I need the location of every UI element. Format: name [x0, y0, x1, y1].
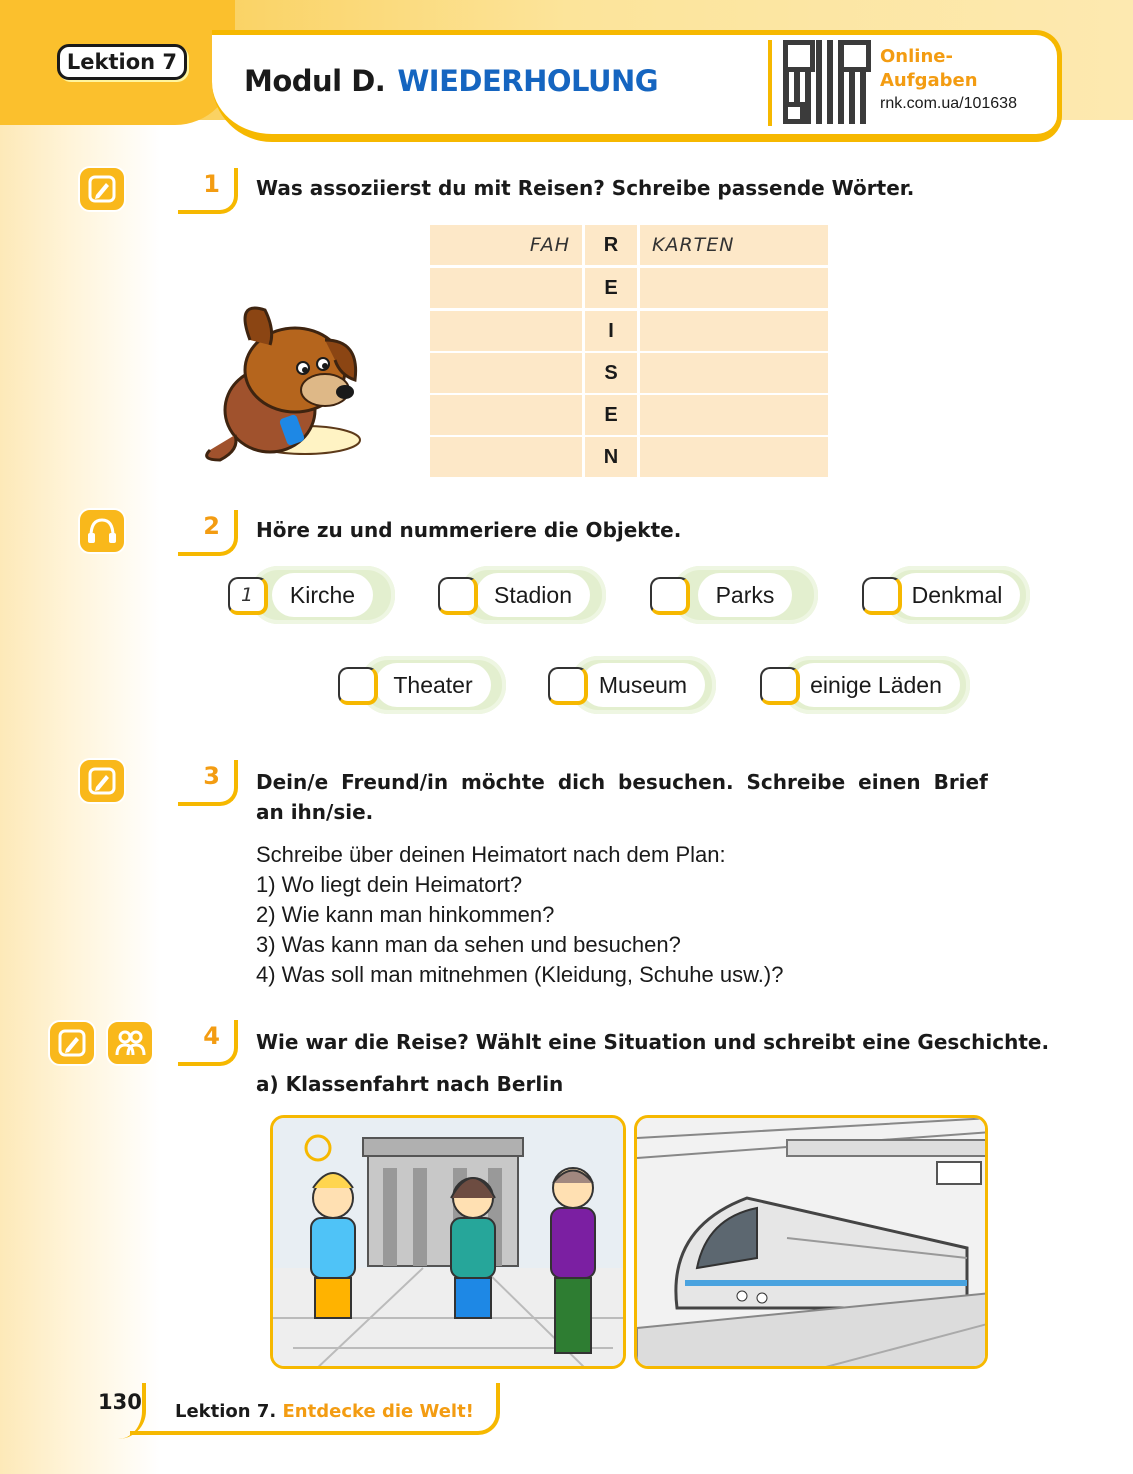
- grid-cell-left[interactable]: [430, 395, 582, 435]
- object-chip-stadion: Stadion: [460, 566, 606, 624]
- plan-item: 4) Was soll man mitnehmen (Kleidung, Schuhe usw.)?: [256, 962, 784, 987]
- online-label-line1: Online-: [880, 46, 953, 67]
- page-title: [244, 64, 658, 98]
- grid-cell-right[interactable]: [640, 268, 828, 308]
- grid-cell-left[interactable]: [430, 268, 582, 308]
- grid-cell-right[interactable]: [640, 311, 828, 351]
- dog-writing-illustration: [195, 300, 375, 470]
- grid-cell-left[interactable]: FAH: [430, 225, 582, 265]
- grid-cell-letter: S: [585, 353, 637, 393]
- exercise3-intro: Schreibe über deinen Heimatort nach dem Plan:: [256, 842, 726, 867]
- pencil-icon: [78, 758, 126, 804]
- exercise1-title: Was assoziierst du mit Reisen? Schreibe passende Wörter.: [256, 176, 915, 200]
- grid-cell-letter: E: [585, 268, 637, 308]
- modul-title-part1: Modul D.: [244, 64, 386, 98]
- plan-item: 3) Was kann man da sehen und besuchen?: [256, 932, 681, 957]
- object-chip-kirche: Kirche: [250, 566, 395, 624]
- number-box[interactable]: [650, 577, 690, 615]
- number-box[interactable]: [438, 577, 478, 615]
- number-box[interactable]: [862, 577, 902, 615]
- grid-cell-letter: R: [585, 225, 637, 265]
- grid-cell-letter: I: [585, 311, 637, 351]
- grid-cell-right[interactable]: [640, 395, 828, 435]
- header-divider: [768, 40, 772, 126]
- lektion-label: Lektion 7: [57, 44, 187, 80]
- page-number: 130: [98, 1390, 142, 1414]
- object-chip-museum: Museum: [570, 656, 716, 714]
- grid-cell-right[interactable]: [640, 437, 828, 477]
- number-box[interactable]: [760, 667, 800, 705]
- number-box[interactable]: 1: [228, 577, 268, 615]
- grid-cell-right[interactable]: KARTEN: [640, 225, 828, 265]
- footer-lesson-title: [175, 1401, 474, 1422]
- object-chip-einige-laeden: einige Läden: [782, 656, 970, 714]
- footer-lesson-name: Entdecke die Welt!: [282, 1401, 474, 1422]
- plan-item: 2) Wie kann man hinkommen?: [256, 902, 555, 927]
- exercise-number-badge: 3: [178, 760, 238, 806]
- object-chip-denkmal: Denkmal: [884, 566, 1030, 624]
- exercise2-title: Höre zu und nummeriere die Objekte.: [256, 518, 682, 542]
- exercise-number-badge: 2: [178, 510, 238, 556]
- exercise3-title-line2: an ihn/sie.: [256, 800, 374, 824]
- plan-item: 1) Wo liegt dein Heimatort?: [256, 872, 523, 897]
- grid-cell-letter: E: [585, 395, 637, 435]
- pencil-icon: [78, 166, 126, 212]
- online-label-line2: Aufgaben: [880, 70, 978, 91]
- number-box[interactable]: [548, 667, 588, 705]
- berlin-kids-illustration: [270, 1115, 626, 1369]
- number-box[interactable]: [338, 667, 378, 705]
- exercise-number-badge: 4: [178, 1020, 238, 1066]
- group-icon: [106, 1020, 154, 1066]
- grid-cell-right[interactable]: [640, 353, 828, 393]
- grid-cell-letter: N: [585, 437, 637, 477]
- grid-cell-left[interactable]: [430, 311, 582, 351]
- pencil-icon: [48, 1020, 96, 1066]
- headphones-icon: [78, 508, 126, 554]
- modul-title-part2: WIEDERHOLUNG: [397, 64, 659, 98]
- grid-cell-left[interactable]: [430, 437, 582, 477]
- object-chip-theater: Theater: [360, 656, 506, 714]
- grid-cell-left[interactable]: [430, 353, 582, 393]
- exercise4-title: Wie war die Reise? Wählt eine Situation und schreibt eine Geschichte.: [256, 1030, 1050, 1054]
- qr-code-icon[interactable]: [783, 40, 871, 124]
- online-url-link[interactable]: rnk.com.ua/101638: [880, 95, 1017, 112]
- exercise3-title-line1: Dein/e Freund/in möchte dich besuchen. Schreibe einen Brief: [256, 770, 988, 794]
- train-station-illustration: [634, 1115, 988, 1369]
- exercise-number-badge: 1: [178, 168, 238, 214]
- exercise4-subtitle: a) Klassenfahrt nach Berlin: [256, 1072, 564, 1096]
- object-chip-parks: Parks: [672, 566, 818, 624]
- footer-lesson: Lektion 7.: [175, 1401, 277, 1422]
